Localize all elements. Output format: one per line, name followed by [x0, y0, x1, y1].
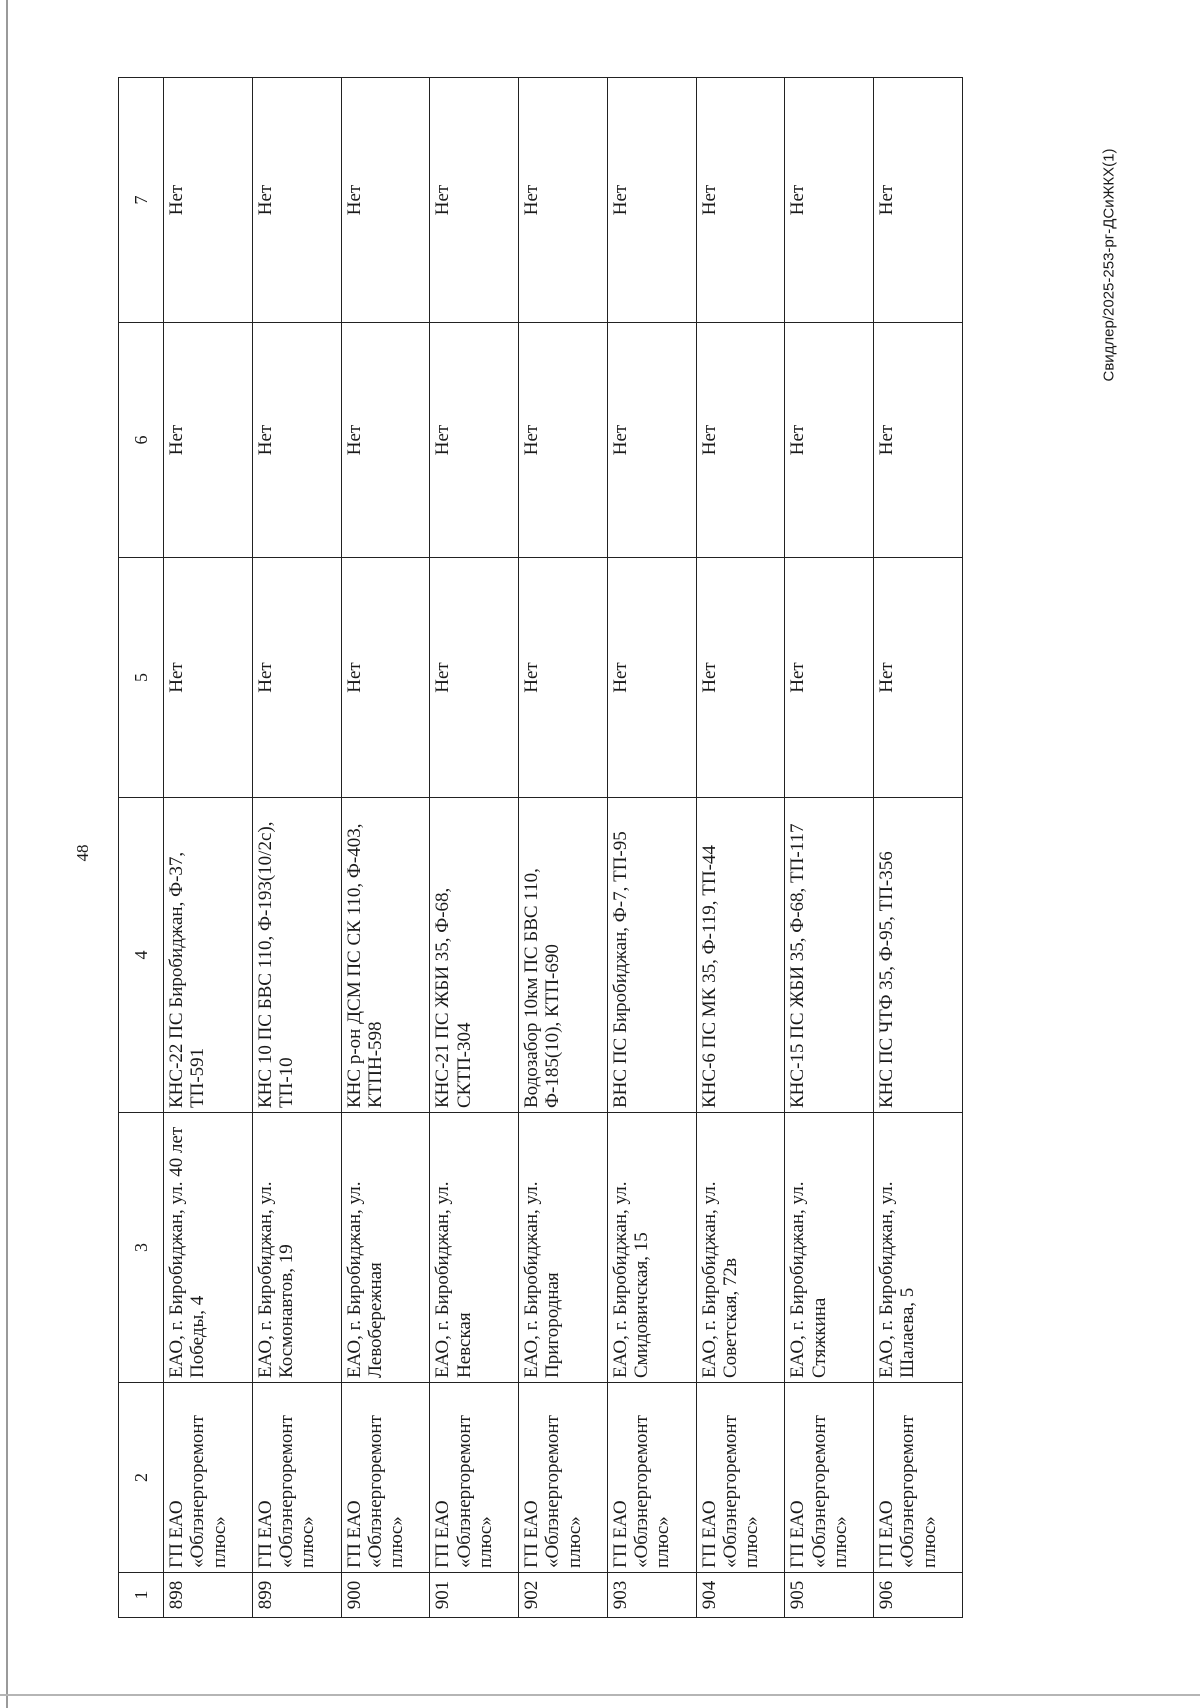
scan-edge-left: [6, 0, 8, 1708]
table-row: [785, 78, 874, 1618]
column-6-cell: Нет: [785, 323, 874, 558]
organization-cell: ГП ЕАО «Облэнергоремонт плюс»: [430, 1383, 519, 1573]
scan-edge-bottom: [0, 1694, 1200, 1696]
object-cell: КНС р-он ДСМ ПС СК 110, Ф-403, КТПН-598: [341, 798, 430, 1113]
header-cell-1: 1: [119, 1573, 164, 1618]
column-5-cell: Нет: [252, 558, 341, 798]
column-6-cell: Нет: [696, 323, 785, 558]
column-7-cell: Нет: [519, 78, 608, 323]
column-7-cell: Нет: [607, 78, 696, 323]
table-header-row: [119, 78, 164, 1618]
row-number: 900: [341, 1573, 430, 1618]
row-number: 904: [696, 1573, 785, 1618]
organization-cell: ГП ЕАО «Облэнергоремонт плюс»: [341, 1383, 430, 1573]
address-cell: ЕАО, г. Биробиджан, ул. Стяжкина: [785, 1113, 874, 1383]
column-5-cell: Нет: [519, 558, 608, 798]
table-row: [341, 78, 430, 1618]
organization-cell: ГП ЕАО «Облэнергоремонт плюс»: [519, 1383, 608, 1573]
column-5-cell: Нет: [164, 558, 253, 798]
column-7-cell: Нет: [874, 78, 963, 323]
column-7-cell: Нет: [252, 78, 341, 323]
column-5-cell: Нет: [607, 558, 696, 798]
header-cell-3: 3: [119, 1113, 164, 1383]
column-5-cell: Нет: [785, 558, 874, 798]
column-7-cell: Нет: [785, 78, 874, 323]
address-cell: ЕАО, г. Биробиджан, ул. Космонавтов, 19: [252, 1113, 341, 1383]
organization-cell: ГП ЕАО «Облэнергоремонт плюс»: [607, 1383, 696, 1573]
organization-cell: ГП ЕАО «Облэнергоремонт плюс»: [785, 1383, 874, 1573]
organization-cell: ГП ЕАО «Облэнергоремонт плюс»: [874, 1383, 963, 1573]
column-6-cell: Нет: [430, 323, 519, 558]
row-number: 899: [252, 1573, 341, 1618]
address-cell: ЕАО, г. Биробиджан, ул. Советская, 72в: [696, 1113, 785, 1383]
column-5-cell: Нет: [341, 558, 430, 798]
column-5-cell: Нет: [874, 558, 963, 798]
object-cell: КНС-21 ПС ЖБИ 35, Ф-68, СКТП-304: [430, 798, 519, 1113]
address-cell: ЕАО, г. Биробиджан, ул. Пригородная: [519, 1113, 608, 1383]
table-row: [519, 78, 608, 1618]
row-number: 903: [607, 1573, 696, 1618]
organization-cell: ГП ЕАО «Облэнергоремонт плюс»: [252, 1383, 341, 1573]
table-row: [874, 78, 963, 1618]
column-7-cell: Нет: [164, 78, 253, 323]
column-6-cell: Нет: [874, 323, 963, 558]
row-number: 898: [164, 1573, 253, 1618]
object-cell: КНС 10 ПС БВС 110, Ф-193(10/2с), ТП-10: [252, 798, 341, 1113]
row-number: 905: [785, 1573, 874, 1618]
object-cell: КНС-22 ПС Биробиджан, Ф-37, ТП-591: [164, 798, 253, 1113]
row-number: 901: [430, 1573, 519, 1618]
address-cell: ЕАО, г. Биробиджан, ул. Левобережная: [341, 1113, 430, 1383]
column-6-cell: Нет: [607, 323, 696, 558]
header-cell-4: 4: [119, 798, 164, 1113]
header-cell-7: 7: [119, 78, 164, 323]
table-row: [252, 78, 341, 1618]
data-table: [118, 77, 963, 1618]
row-number: 902: [519, 1573, 608, 1618]
column-7-cell: Нет: [430, 78, 519, 323]
object-cell: КНС-6 ПС МК 35, Ф-119, ТП-44: [696, 798, 785, 1113]
column-6-cell: Нет: [164, 323, 253, 558]
table-row: [430, 78, 519, 1618]
column-6-cell: Нет: [519, 323, 608, 558]
header-cell-2: 2: [119, 1383, 164, 1573]
column-7-cell: Нет: [341, 78, 430, 323]
organization-cell: ГП ЕАО «Облэнергоремонт плюс»: [164, 1383, 253, 1573]
object-cell: КНС-15 ПС ЖБИ 35, Ф-68, ТП-117: [785, 798, 874, 1113]
column-7-cell: Нет: [696, 78, 785, 323]
header-cell-6: 6: [119, 323, 164, 558]
header-cell-5: 5: [119, 558, 164, 798]
footer-reference-text: Свидлер/2025-253-рг-ДСиЖКХ(1): [1100, 148, 1118, 382]
row-number: 906: [874, 1573, 963, 1618]
address-cell: ЕАО, г. Биробиджан, ул. Шалаева, 5: [874, 1113, 963, 1383]
table-row: [164, 78, 253, 1618]
address-cell: ЕАО, г. Биробиджан, ул. Смидовичская, 15: [607, 1113, 696, 1383]
address-cell: ЕАО, г. Биробиджан, ул. Невская: [430, 1113, 519, 1383]
column-5-cell: Нет: [696, 558, 785, 798]
organization-cell: ГП ЕАО «Облэнергоремонт плюс»: [696, 1383, 785, 1573]
column-6-cell: Нет: [252, 323, 341, 558]
rotated-table-wrapper: [118, 78, 963, 1618]
column-6-cell: Нет: [341, 323, 430, 558]
object-cell: КНС ПС ЧТФ 35, Ф-95, ТП-356: [874, 798, 963, 1113]
object-cell: Водозабор 10км ПС БВС 110, Ф-185(10), КТП-690: [519, 798, 608, 1113]
column-5-cell: Нет: [430, 558, 519, 798]
address-cell: ЕАО, г. Биробиджан, ул. 40 лет Победы, 4: [164, 1113, 253, 1383]
table-row: [696, 78, 785, 1618]
page-number-text: 48: [73, 844, 92, 862]
object-cell: ВНС ПС Биробиджан, Ф-7, ТП-95: [607, 798, 696, 1113]
table-row: [607, 78, 696, 1618]
